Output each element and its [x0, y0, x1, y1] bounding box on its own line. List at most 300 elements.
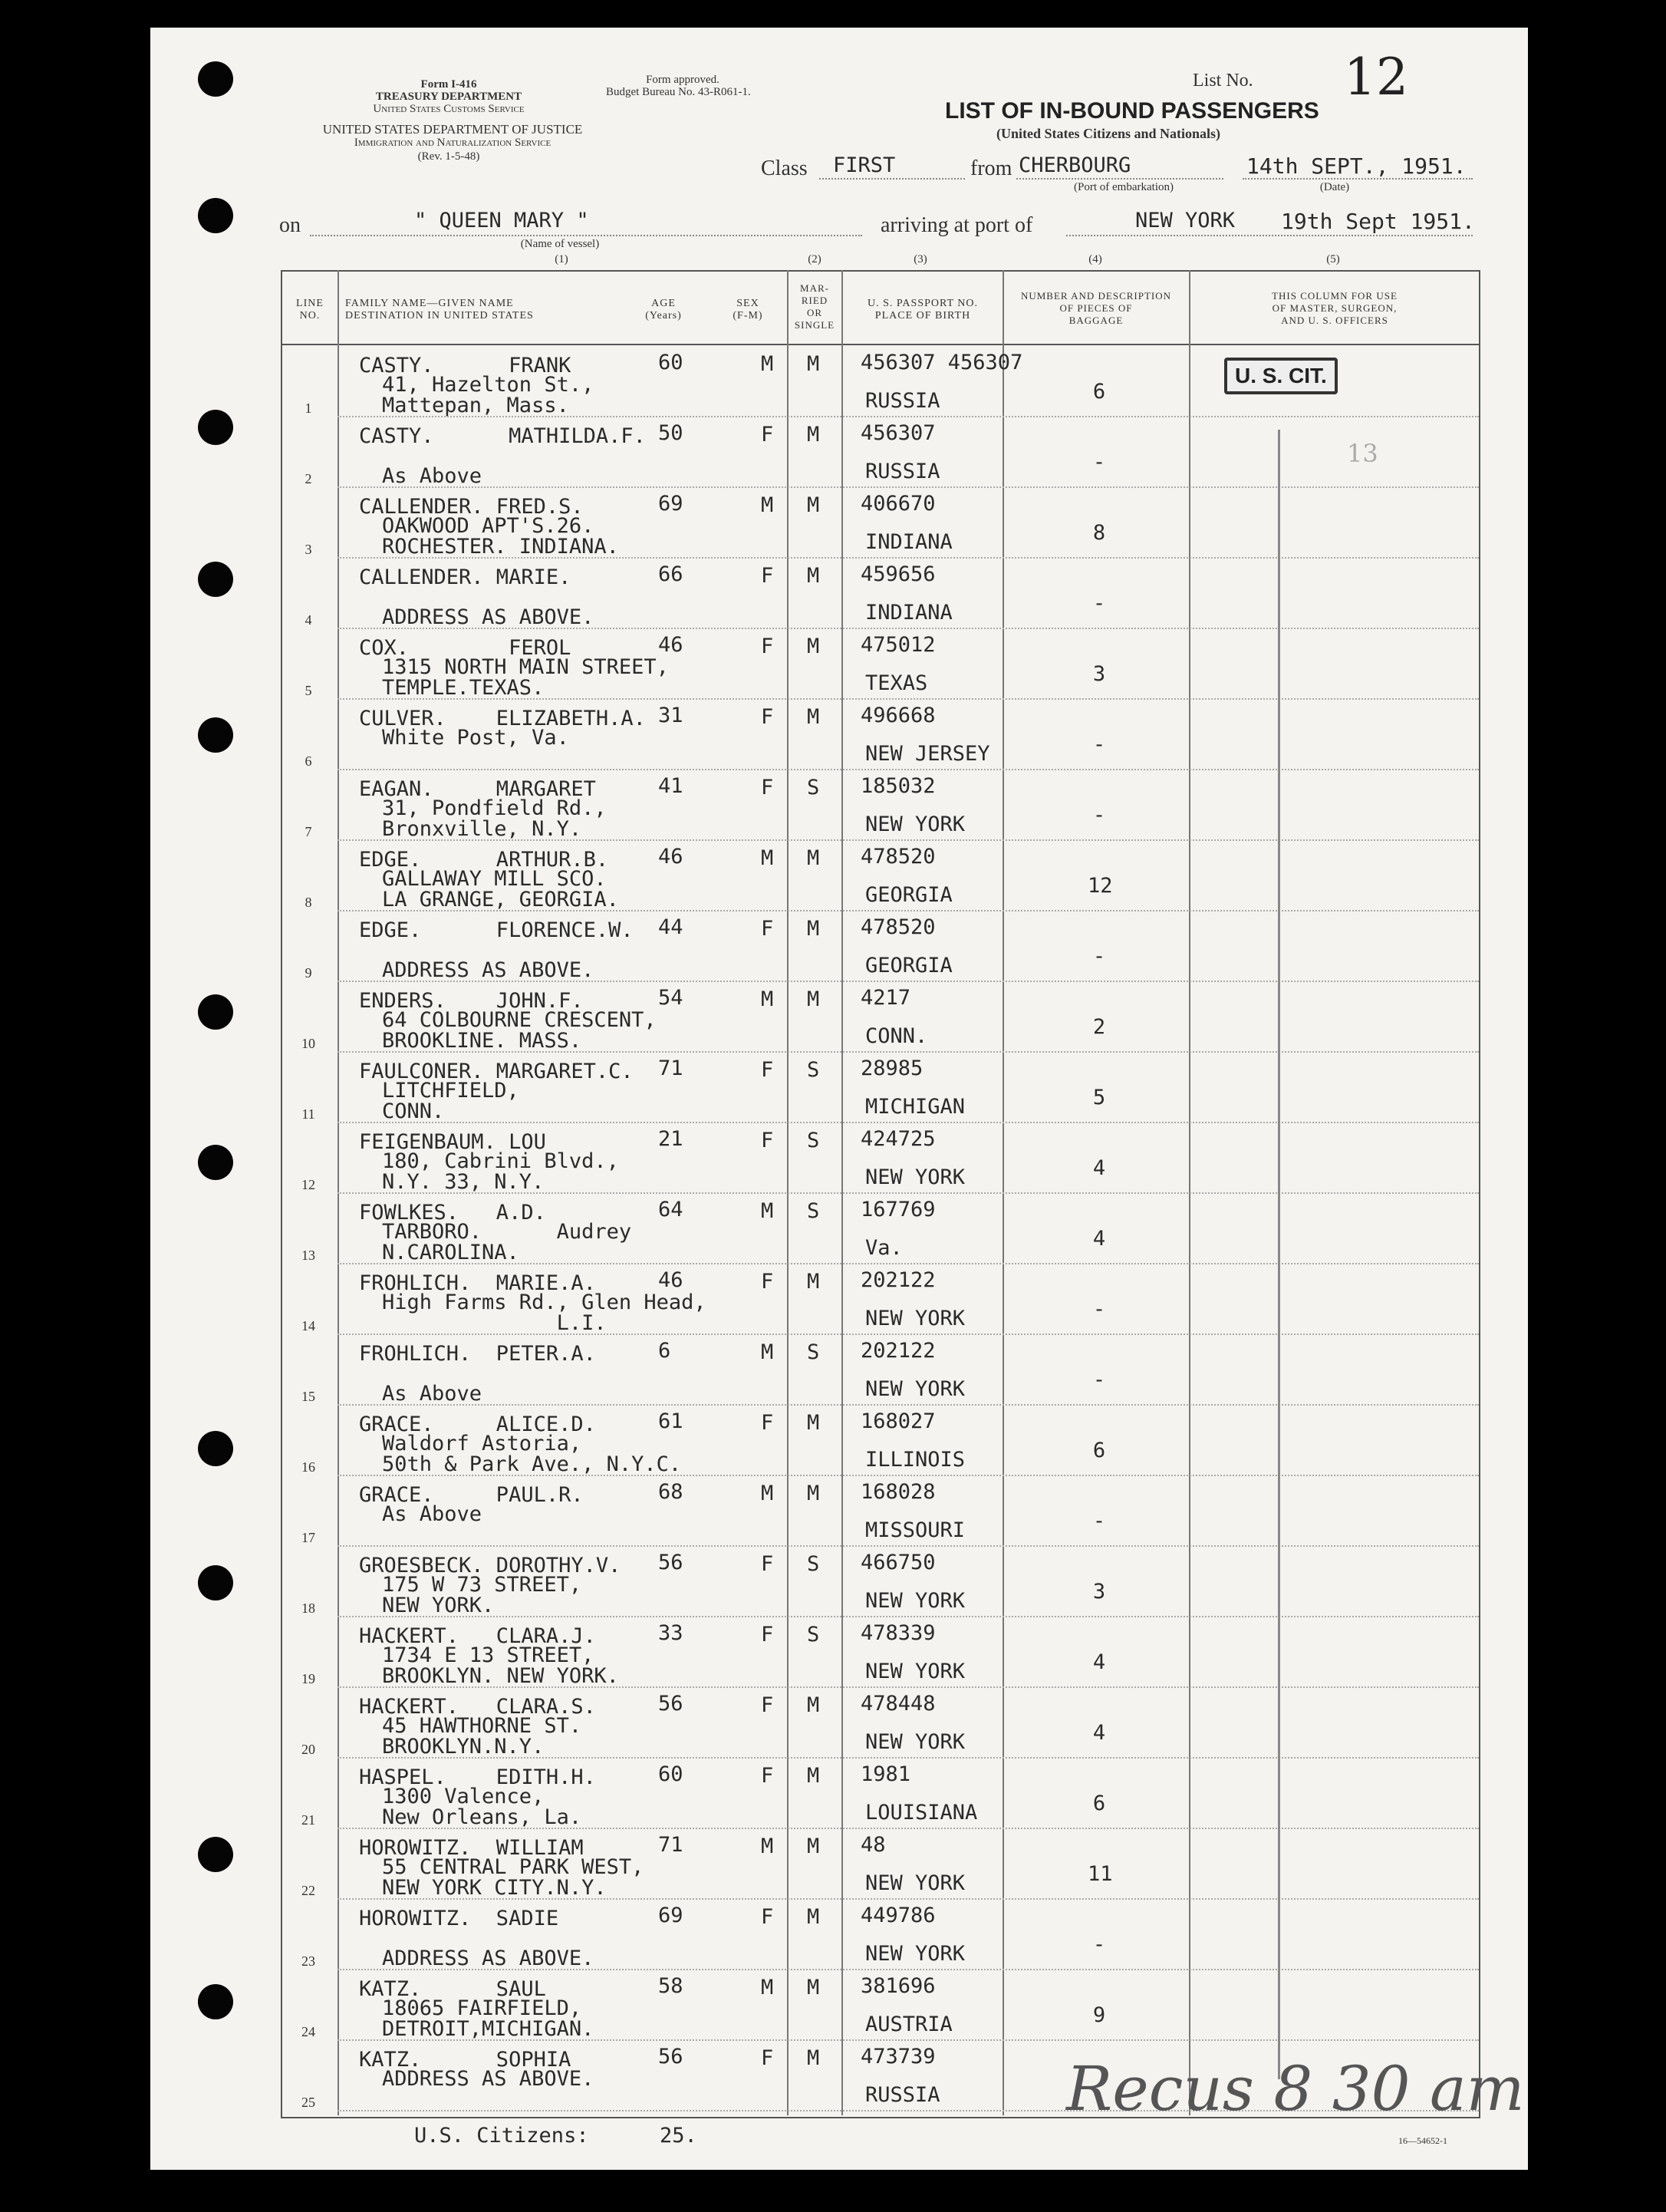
passenger-name: GROESBECK. DOROTHY.V.: [359, 1554, 621, 1577]
header-passport: U. S. PASSPORT NO. PLACE OF BIRTH: [868, 298, 978, 321]
list-number: 12: [1344, 48, 1408, 107]
passenger-name: COX. FEROL: [359, 636, 571, 660]
row-divider: [337, 1192, 1479, 1194]
row-divider: [337, 839, 1479, 841]
passenger-address: High Farms Rd., Glen Head, L.I.: [382, 1291, 706, 1335]
baggage-count: -: [1092, 1297, 1106, 1321]
passenger-sex: F: [761, 423, 774, 447]
passport-number: 459656: [861, 562, 936, 586]
passenger-address: 45 HAWTHORNE ST. BROOKLYN.N.Y.: [382, 1714, 582, 1759]
line-number: 16: [301, 1459, 315, 1475]
arrival-date: 19th Sept 1951.: [1281, 209, 1475, 234]
baggage-count: -: [1092, 1509, 1106, 1533]
passenger-married: S: [807, 1340, 820, 1364]
place-of-birth: NEW YORK: [865, 1660, 966, 1683]
passport-number: 466750: [861, 1551, 936, 1574]
passenger-sex: F: [761, 1623, 774, 1647]
passenger-sex: F: [761, 1129, 774, 1152]
row-divider: [337, 1333, 1479, 1335]
punch-hole: [198, 562, 233, 597]
line-number: 6: [305, 753, 312, 769]
passenger-address: 31, Pondfield Rd., Bronxville, N.Y.: [382, 796, 607, 841]
passenger-married: M: [807, 564, 820, 588]
form-number: Form I-416: [420, 78, 477, 91]
passenger-name: FROHLICH. MARIE.A.: [359, 1271, 596, 1295]
col-number-4: (4): [1088, 253, 1102, 265]
passenger-age: 68: [658, 1480, 683, 1504]
place-of-birth: MISSOURI: [865, 1518, 966, 1542]
place-of-birth: LOUISIANA: [865, 1801, 978, 1825]
passenger-sex: M: [761, 1835, 774, 1858]
footer-total-count: 25.: [660, 2124, 697, 2148]
passenger-age: 31: [658, 704, 683, 727]
line-number: 1: [305, 401, 312, 416]
line-number: 21: [301, 1812, 315, 1828]
arrival-dots: [1066, 235, 1473, 236]
col-number-1: (1): [555, 253, 568, 265]
line-number: 24: [301, 2024, 315, 2039]
passenger-address: LITCHFIELD, CONN.: [382, 1079, 519, 1123]
passenger-name: CULVER. ELIZABETH.A.: [359, 707, 646, 730]
passenger-age: 54: [658, 986, 683, 1010]
row-divider: [337, 1122, 1479, 1123]
passenger-address: 180, Cabrini Blvd., N.Y. 33, N.Y.: [382, 1149, 619, 1194]
passenger-name: CASTY. MATHILDA.F.: [359, 424, 646, 448]
page-subtitle: (United States Citizens and Nationals): [996, 126, 1220, 141]
place-of-birth: MICHIGAN: [865, 1095, 966, 1119]
passenger-age: 69: [658, 492, 683, 516]
place-of-birth: NEW JERSEY: [865, 742, 990, 766]
line-number: 18: [301, 1600, 315, 1616]
passenger-married: M: [807, 352, 820, 376]
passenger-age: 44: [658, 915, 683, 939]
baggage-count: -: [1092, 592, 1106, 615]
passenger-married: M: [807, 1693, 820, 1717]
passenger-age: 46: [658, 845, 683, 869]
line-number: 5: [305, 683, 312, 698]
passenger-age: 66: [658, 562, 683, 586]
punch-hole: [198, 1984, 233, 2019]
passenger-married: M: [807, 705, 820, 729]
class-dots: [819, 178, 965, 180]
row-divider: [337, 769, 1479, 770]
place-of-birth: NEW YORK: [865, 813, 966, 836]
passenger-address: Waldorf Astoria, 50th & Park Ave., N.Y.C.: [382, 1432, 682, 1476]
line-number: 10: [301, 1036, 315, 1051]
passenger-sex: F: [761, 635, 774, 658]
passenger-sex: M: [761, 1340, 774, 1364]
passenger-sex: F: [761, 2046, 774, 2070]
line-number: 13: [301, 1248, 315, 1263]
baggage-count: 6: [1092, 1792, 1106, 1815]
line-number: 2: [305, 471, 312, 486]
row-divider: [337, 910, 1479, 912]
passenger-address: 41, Hazelton St., Mattepan, Mass.: [382, 373, 594, 417]
baggage-count: -: [1092, 1368, 1106, 1392]
line-number: 9: [305, 965, 312, 981]
passenger-name: HOROWITZ. WILLIAM: [359, 1836, 584, 1860]
line-number: 4: [305, 612, 312, 628]
passenger-married: M: [807, 917, 820, 941]
budget-bureau: Budget Bureau No. 43-R061-1.: [606, 86, 751, 98]
passenger-address: 18065 FAIRFIELD, DETROIT,MICHIGAN.: [382, 1996, 594, 2041]
row-divider: [337, 1051, 1479, 1053]
port-of-embarkation: CHERBOURG: [1019, 153, 1131, 177]
header-line-no: LINE NO.: [296, 298, 324, 321]
place-of-birth: INDIANA: [865, 530, 953, 554]
place-of-birth: NEW YORK: [865, 1307, 966, 1330]
page-title: LIST OF IN-BOUND PASSENGERS: [945, 98, 1319, 124]
place-of-birth: RUSSIA: [865, 2083, 940, 2107]
baggage-count: 4: [1092, 1156, 1106, 1180]
passenger-name: HACKERT. CLARA.S.: [359, 1695, 596, 1719]
treasury-department: TREASURY DEPARTMENT: [375, 91, 522, 103]
passenger-name: HOROWITZ. SADIE: [359, 1907, 559, 1930]
baggage-count: 6: [1092, 380, 1106, 404]
form-revision: (Rev. 1-5-48): [417, 150, 480, 163]
place-of-birth: RUSSIA: [865, 389, 940, 413]
punch-hole: [198, 410, 233, 445]
header-baggage: NUMBER AND DESCRIPTION OF PIECES OF BAGGAGE: [1020, 290, 1172, 326]
passenger-sex: F: [761, 1693, 774, 1717]
baggage-count: 4: [1092, 1227, 1106, 1251]
port-dots: [1016, 178, 1223, 180]
header-sex: SEX (F-M): [733, 298, 763, 321]
passenger-name: HASPEL. EDITH.H.: [359, 1765, 596, 1789]
pencil-note-13: 13: [1347, 439, 1378, 468]
passenger-name: KATZ. SAUL: [359, 1977, 546, 2001]
line-number: 14: [301, 1318, 315, 1333]
vessel-name: " QUEEN MARY ": [414, 209, 589, 232]
header-name: FAMILY NAME—GIVEN NAME DESTINATION IN UNITED STATES: [345, 298, 534, 321]
passenger-address: ADDRESS AS ABOVE.: [382, 2067, 594, 2091]
list-no-label: List No.: [1193, 71, 1253, 91]
passenger-married: M: [807, 987, 820, 1011]
baggage-count: -: [1092, 944, 1106, 968]
line-number: 3: [305, 542, 312, 557]
place-of-birth: TEXAS: [865, 671, 928, 695]
passenger-sex: F: [761, 1411, 774, 1435]
place-of-birth: AUSTRIA: [865, 2013, 953, 2036]
passport-number: 381696: [861, 1974, 936, 1998]
passenger-married: M: [807, 1764, 820, 1788]
row-divider: [337, 1616, 1479, 1617]
passenger-name: GRACE. PAUL.R.: [359, 1483, 584, 1507]
vessel-dots: [310, 235, 862, 236]
row-divider: [337, 1404, 1479, 1406]
passenger-address: As Above: [382, 464, 482, 488]
passenger-name: ENDERS. JOHN.F.: [359, 989, 584, 1013]
passenger-married: S: [807, 1552, 820, 1576]
place-of-birth: GEORGIA: [865, 954, 953, 977]
passenger-address: White Post, Va.: [382, 726, 569, 750]
passenger-age: 41: [658, 774, 683, 798]
baggage-count: 3: [1092, 1580, 1106, 1604]
line-number: 23: [301, 1953, 315, 1969]
passport-number: 478448: [861, 1692, 936, 1716]
passenger-name: EAGAN. MARGARET: [359, 777, 596, 801]
punch-hole: [198, 1565, 233, 1600]
passenger-name: FEIGENBAUM. LOU: [359, 1130, 546, 1154]
line-number: 25: [301, 2095, 315, 2110]
row-divider: [337, 416, 1479, 417]
arriving-label: arriving at port of: [881, 213, 1033, 237]
passenger-age: 69: [658, 1904, 683, 1927]
passenger-married: M: [807, 1835, 820, 1858]
row-divider: [337, 1545, 1479, 1547]
row-divider: [337, 1969, 1479, 1970]
place-of-birth: NEW YORK: [865, 1377, 966, 1401]
place-of-birth: RUSSIA: [865, 460, 940, 483]
line-number: 19: [301, 1671, 315, 1686]
passenger-sex: F: [761, 1905, 774, 1929]
passenger-age: 71: [658, 1833, 683, 1857]
line-number: 17: [301, 1530, 315, 1545]
passenger-age: 33: [658, 1621, 683, 1645]
passenger-name: CALLENDER. FRED.S.: [359, 495, 584, 519]
baggage-count: 4: [1092, 1650, 1106, 1674]
passenger-age: 46: [658, 633, 683, 657]
passport-number: 449786: [861, 1904, 936, 1927]
baggage-count: -: [1092, 450, 1106, 474]
row-divider: [337, 557, 1479, 559]
passenger-sex: M: [761, 1199, 774, 1223]
baggage-count: 9: [1092, 2003, 1106, 2027]
row-divider: [337, 1757, 1479, 1759]
passenger-married: M: [807, 1482, 820, 1505]
baggage-count: 12: [1088, 874, 1113, 898]
passenger-married: M: [807, 1905, 820, 1929]
passenger-age: 6: [658, 1339, 671, 1363]
passenger-married: M: [807, 846, 820, 870]
passenger-married: M: [807, 2046, 820, 2070]
passenger-sex: M: [761, 987, 774, 1011]
passport-number: 202122: [861, 1268, 936, 1292]
class-value: FIRST: [833, 153, 896, 177]
line-number: 11: [301, 1106, 315, 1122]
passenger-age: 61: [658, 1409, 683, 1433]
place-of-birth: GEORGIA: [865, 883, 953, 907]
passport-number: 1981: [861, 1762, 911, 1786]
passport-number: 496668: [861, 704, 936, 727]
col-number-5: (5): [1326, 253, 1340, 265]
passenger-sex: F: [761, 1552, 774, 1576]
passenger-address: As Above: [382, 1502, 482, 1526]
passenger-age: 60: [658, 1762, 683, 1786]
passenger-sex: F: [761, 1058, 774, 1082]
passenger-sex: F: [761, 1764, 774, 1788]
passport-number: 473739: [861, 2045, 936, 2069]
punch-hole: [198, 198, 233, 233]
place-of-birth: NEW YORK: [865, 1165, 966, 1189]
baggage-count: -: [1092, 803, 1106, 827]
form-approved: Form approved.: [646, 74, 719, 86]
handwritten-received-note: Recus 8 30 am: [1066, 2053, 1525, 2125]
passenger-sex: F: [761, 917, 774, 941]
passenger-name: KATZ. SOPHIA: [359, 2048, 571, 2072]
pencil-mark-line: [1278, 430, 1280, 2079]
passenger-married: S: [807, 1623, 820, 1647]
place-of-birth: CONN.: [865, 1024, 928, 1048]
baggage-count: 3: [1092, 662, 1106, 686]
line-number: 20: [301, 1742, 315, 1757]
customs-service: United States Customs Service: [373, 103, 525, 115]
passenger-name: GRACE. ALICE.D.: [359, 1413, 596, 1436]
passenger-age: 46: [658, 1268, 683, 1292]
row-divider: [337, 1686, 1479, 1688]
place-of-birth: NEW YORK: [865, 1942, 966, 1966]
place-of-birth: INDIANA: [865, 601, 953, 625]
passenger-address: 64 COLBOURNE CRESCENT, BROOKLINE. MASS.: [382, 1008, 657, 1053]
place-of-birth: ILLINOIS: [865, 1448, 966, 1472]
passenger-sex: F: [761, 776, 774, 799]
arrival-port: NEW YORK: [1135, 209, 1236, 232]
passenger-address: 55 CENTRAL PARK WEST, NEW YORK CITY.N.Y.: [382, 1855, 644, 1900]
place-of-birth: NEW YORK: [865, 1589, 966, 1613]
punch-hole: [198, 994, 233, 1030]
passenger-age: 50: [658, 421, 683, 445]
passenger-address: 1300 Valence, New Orleans, La.: [382, 1785, 582, 1829]
baggage-count: 2: [1092, 1015, 1106, 1039]
passenger-name: HACKERT. CLARA.J.: [359, 1624, 596, 1648]
place-of-birth: NEW YORK: [865, 1730, 966, 1754]
passenger-sex: M: [761, 1482, 774, 1505]
passport-number: 48: [861, 1833, 886, 1857]
port-caption: (Port of embarkation): [1074, 181, 1174, 193]
passenger-name: FOWLKES. A.D.: [359, 1201, 546, 1225]
class-label: Class: [761, 157, 808, 180]
row-divider: [337, 628, 1479, 629]
passport-number: 456307 456307: [861, 351, 1023, 374]
passenger-address: TARBORO. Audrey N.CAROLINA.: [382, 1220, 632, 1264]
passenger-age: 56: [658, 1551, 683, 1574]
passport-number: 28985: [861, 1057, 924, 1080]
passenger-name: EDGE. ARTHUR.B.: [359, 848, 609, 872]
passenger-address: 1315 NORTH MAIN STREET, TEMPLE.TEXAS.: [382, 655, 669, 700]
passenger-name: FROHLICH. PETER.A.: [359, 1342, 596, 1366]
departure-date: 14th SEPT., 1951.: [1246, 153, 1467, 179]
passport-number: 167769: [861, 1198, 936, 1221]
place-of-birth: Va.: [865, 1236, 903, 1260]
passenger-married: M: [807, 635, 820, 658]
passenger-married: M: [807, 423, 820, 447]
passenger-age: 56: [658, 1692, 683, 1716]
passport-number: 406670: [861, 492, 936, 516]
place-of-birth: NEW YORK: [865, 1871, 966, 1895]
baggage-count: 5: [1092, 1086, 1106, 1109]
row-divider: [337, 981, 1479, 982]
passenger-age: 56: [658, 2045, 683, 2069]
passenger-address: 175 W 73 STREET, NEW YORK.: [382, 1573, 582, 1617]
passenger-married: M: [807, 493, 820, 517]
passenger-married: S: [807, 776, 820, 799]
us-citizen-stamp: U. S. CIT.: [1224, 358, 1338, 394]
justice-department: UNITED STATES DEPARTMENT OF JUSTICE: [322, 122, 583, 137]
passenger-name: CASTY. FRANK: [359, 354, 571, 377]
passport-number: 478520: [861, 845, 936, 869]
from-label: from: [970, 157, 1012, 180]
passenger-age: 60: [658, 351, 683, 374]
baggage-count: 4: [1092, 1721, 1106, 1745]
passenger-address: As Above: [382, 1382, 482, 1406]
passenger-married: S: [807, 1129, 820, 1152]
passenger-address: OAKWOOD APT'S.26. ROCHESTER. INDIANA.: [382, 514, 619, 559]
header-age: AGE (Years): [645, 298, 682, 321]
row-divider: [337, 1263, 1479, 1264]
baggage-count: -: [1092, 733, 1106, 757]
passenger-sex: F: [761, 705, 774, 729]
passenger-sex: M: [761, 352, 774, 376]
passenger-sex: M: [761, 846, 774, 870]
header-married: MAR- RIED OR SINGLE: [794, 282, 835, 331]
passenger-married: S: [807, 1058, 820, 1082]
passport-number: 475012: [861, 633, 936, 657]
baggage-count: -: [1092, 1933, 1106, 1957]
row-divider: [337, 486, 1479, 488]
passport-number: 478520: [861, 915, 936, 939]
passenger-name: CALLENDER. MARIE.: [359, 565, 571, 589]
header-officers: THIS COLUMN FOR USE OF MASTER, SURGEON, AND U. S. OFFICERS: [1272, 290, 1398, 326]
ins-service: Immigration and Naturalization Service: [354, 137, 551, 149]
passenger-address: ADDRESS AS ABOVE.: [382, 958, 594, 982]
date-caption: (Date): [1319, 181, 1350, 193]
passenger-age: 21: [658, 1127, 683, 1151]
passport-number: 185032: [861, 774, 936, 798]
passport-number: 4217: [861, 986, 911, 1010]
passenger-address: GALLAWAY MILL SCO. LA GRANGE, GEORGIA.: [382, 867, 619, 912]
passport-number: 478339: [861, 1621, 936, 1645]
on-label: on: [279, 213, 301, 237]
passport-number: 456307: [861, 421, 936, 445]
passenger-sex: F: [761, 1270, 774, 1294]
line-number: 8: [305, 895, 312, 910]
line-number: 12: [301, 1177, 315, 1192]
passenger-sex: M: [761, 1976, 774, 1999]
passenger-married: M: [807, 1976, 820, 1999]
punch-hole: [198, 1431, 233, 1466]
col-number-2: (2): [808, 253, 821, 265]
passport-number: 168027: [861, 1409, 936, 1433]
baggage-count: 6: [1092, 1439, 1106, 1462]
baggage-count: 8: [1092, 521, 1106, 545]
passenger-address: ADDRESS AS ABOVE.: [382, 605, 594, 629]
row-divider: [337, 1898, 1479, 1900]
passenger-married: M: [807, 1270, 820, 1294]
line-number: 22: [301, 1883, 315, 1898]
passenger-sex: M: [761, 493, 774, 517]
passenger-married: S: [807, 1199, 820, 1223]
passenger-sex: F: [761, 564, 774, 588]
print-code: 16—54652-1: [1398, 2135, 1447, 2146]
vessel-caption: (Name of vessel): [520, 238, 600, 250]
passport-number: 424725: [861, 1127, 936, 1151]
line-number: 15: [301, 1389, 315, 1404]
line-number: 7: [305, 824, 312, 839]
punch-hole: [198, 1145, 233, 1180]
passport-number: 168028: [861, 1480, 936, 1504]
punch-hole: [198, 717, 233, 753]
passport-number: 202122: [861, 1339, 936, 1363]
passenger-address: 1734 E 13 STREET, BROOKLYN. NEW YORK.: [382, 1643, 619, 1688]
header-divider: [281, 344, 1479, 345]
row-divider: [337, 1828, 1479, 1829]
passenger-married: M: [807, 1411, 820, 1435]
punch-hole: [198, 1837, 233, 1872]
col-number-3: (3): [914, 253, 927, 265]
passenger-age: 58: [658, 1974, 683, 1998]
passenger-name: FAULCONER. MARGARET.C.: [359, 1060, 634, 1083]
row-divider: [337, 2039, 1479, 2041]
